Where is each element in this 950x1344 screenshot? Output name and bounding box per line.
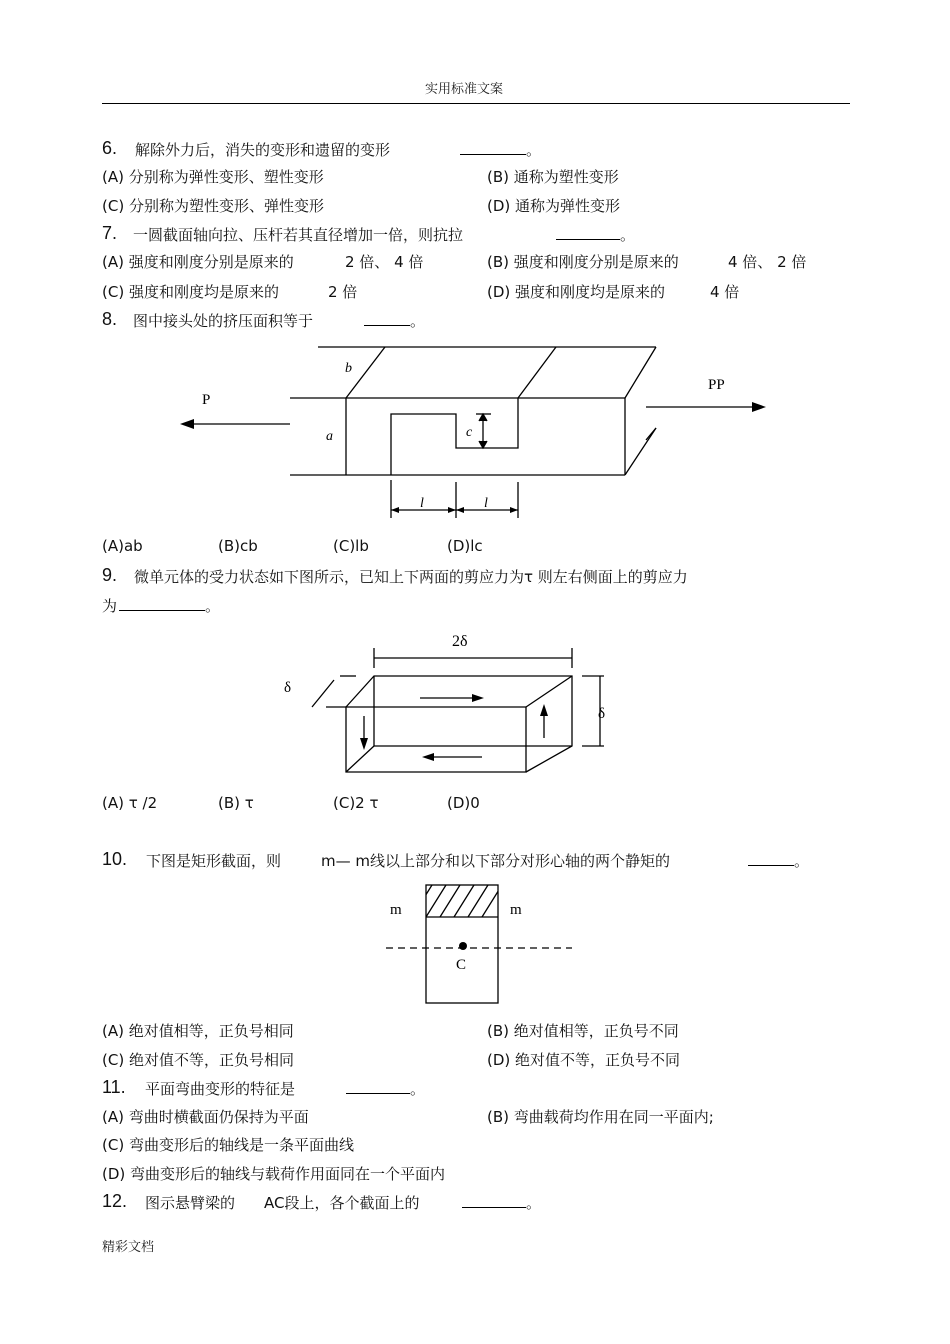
- q8-text: 图中接头处的挤压面积等于: [133, 312, 314, 330]
- q6-number: 6.: [102, 138, 118, 158]
- q12-text-b: AC段上，各个截面上的: [264, 1194, 420, 1212]
- q9-option-d: (D)0: [447, 794, 480, 812]
- q11-text: 平面弯曲变形的特征是: [145, 1080, 296, 1098]
- q6-option-a: (A) 分别称为弹性变形、塑性变形: [102, 168, 324, 186]
- q7-option-b-value: 4 倍、 2 倍: [728, 253, 807, 271]
- q11-option-b: (B) 弯曲载荷均作用在同一平面内;: [487, 1108, 714, 1126]
- q12-answer-blank: 。: [462, 1192, 541, 1213]
- q10-m-left-label: m: [390, 902, 402, 918]
- q6-option-b: (B) 通称为塑性变形: [487, 168, 619, 186]
- q10-m-right-label: m: [510, 902, 522, 918]
- q6-answer-blank: 。: [460, 139, 541, 160]
- q10-option-d: (D) 绝对值不等，正负号不同: [487, 1051, 681, 1069]
- q9-number: 9.: [102, 565, 118, 585]
- q10-option-c: (C) 绝对值不等，正负号相同: [102, 1051, 294, 1069]
- q9-option-a: (A) τ /2: [102, 794, 158, 812]
- q8-option-c: (C)lb: [333, 537, 369, 555]
- q7-option-c: (C) 强度和刚度均是原来的: [102, 283, 279, 301]
- q10-answer-blank: 。: [748, 850, 809, 871]
- q11-answer-blank: 。: [346, 1078, 425, 1099]
- q6-option-c: (C) 分别称为塑性变形、弹性变形: [102, 197, 324, 215]
- q7-option-d-value: 4 倍: [710, 283, 740, 301]
- q7-option-a-value: 2 倍、 4 倍: [345, 253, 424, 271]
- q8-right-force-label: PP: [708, 377, 725, 393]
- q8-answer-blank: 。: [364, 310, 425, 331]
- q12-text-a: 图示悬臂梁的: [145, 1194, 236, 1212]
- q7-answer-blank: 。: [556, 224, 635, 245]
- q6-option-d: (D) 通称为弹性变形: [487, 197, 621, 215]
- q12-number: 12.: [102, 1191, 128, 1211]
- q10-text-b: m— m线以上部分和以下部分对形心轴的两个静矩的: [321, 852, 670, 870]
- q11-option-c: (C) 弯曲变形后的轴线是一条平面曲线: [102, 1136, 354, 1154]
- q11-number: 11.: [102, 1077, 126, 1097]
- q8-dim-a-label: a: [326, 429, 333, 444]
- q10-number: 10.: [102, 849, 128, 869]
- q8-dim-l2-label: l: [484, 496, 488, 511]
- q7-option-b: (B) 强度和刚度分别是原来的: [487, 253, 679, 271]
- q9-width-label: 2δ: [452, 633, 468, 650]
- q8-dim-c-label: c: [466, 425, 473, 440]
- q7-text: 一圆截面轴向拉、压杆若其直径增加一倍，则抗拉: [133, 226, 464, 244]
- q8-option-a: (A)ab: [102, 537, 143, 555]
- q9-height-label: δ: [598, 706, 606, 722]
- q6-text: 解除外力后，消失的变形和遗留的变形: [135, 141, 391, 159]
- q8-option-d: (D)lc: [447, 537, 483, 555]
- q7-number: 7.: [102, 223, 118, 243]
- q7-option-a: (A) 强度和刚度分别是原来的: [102, 253, 294, 271]
- q8-number: 8.: [102, 309, 118, 329]
- q8-dim-b-label: b: [345, 361, 352, 376]
- q10-option-b: (B) 绝对值相等，正负号不同: [487, 1022, 679, 1040]
- q8-left-force-label: P: [202, 392, 211, 408]
- page-header-title: 实用标准文案: [425, 82, 504, 97]
- q10-option-a: (A) 绝对值相等，正负号相同: [102, 1022, 294, 1040]
- q7-option-c-value: 2 倍: [328, 283, 358, 301]
- q10-text-a: 下图是矩形截面，则: [146, 852, 282, 870]
- page-footer-text: 精彩文档: [102, 1240, 155, 1255]
- q8-option-b: (B)cb: [218, 537, 258, 555]
- q11-option-a: (A) 弯曲时横截面仍保持为平面: [102, 1108, 309, 1126]
- q9-option-b: (B) τ: [218, 794, 254, 812]
- q8-dim-l1-label: l: [420, 496, 424, 511]
- q9-depth-label: δ: [284, 680, 292, 696]
- q9-text: 微单元体的受力状态如下图所示，已知上下两面的剪应力为τ 则左右侧面上的剪应力: [134, 568, 688, 586]
- q9-text-line2: 为 。: [102, 597, 221, 615]
- q7-option-d: (D) 强度和刚度均是原来的: [487, 283, 666, 301]
- q11-option-d: (D) 弯曲变形后的轴线与载荷作用面同在一个平面内: [102, 1165, 446, 1183]
- q10-centroid-label: C: [456, 957, 467, 973]
- q9-option-c: (C)2 τ: [333, 794, 379, 812]
